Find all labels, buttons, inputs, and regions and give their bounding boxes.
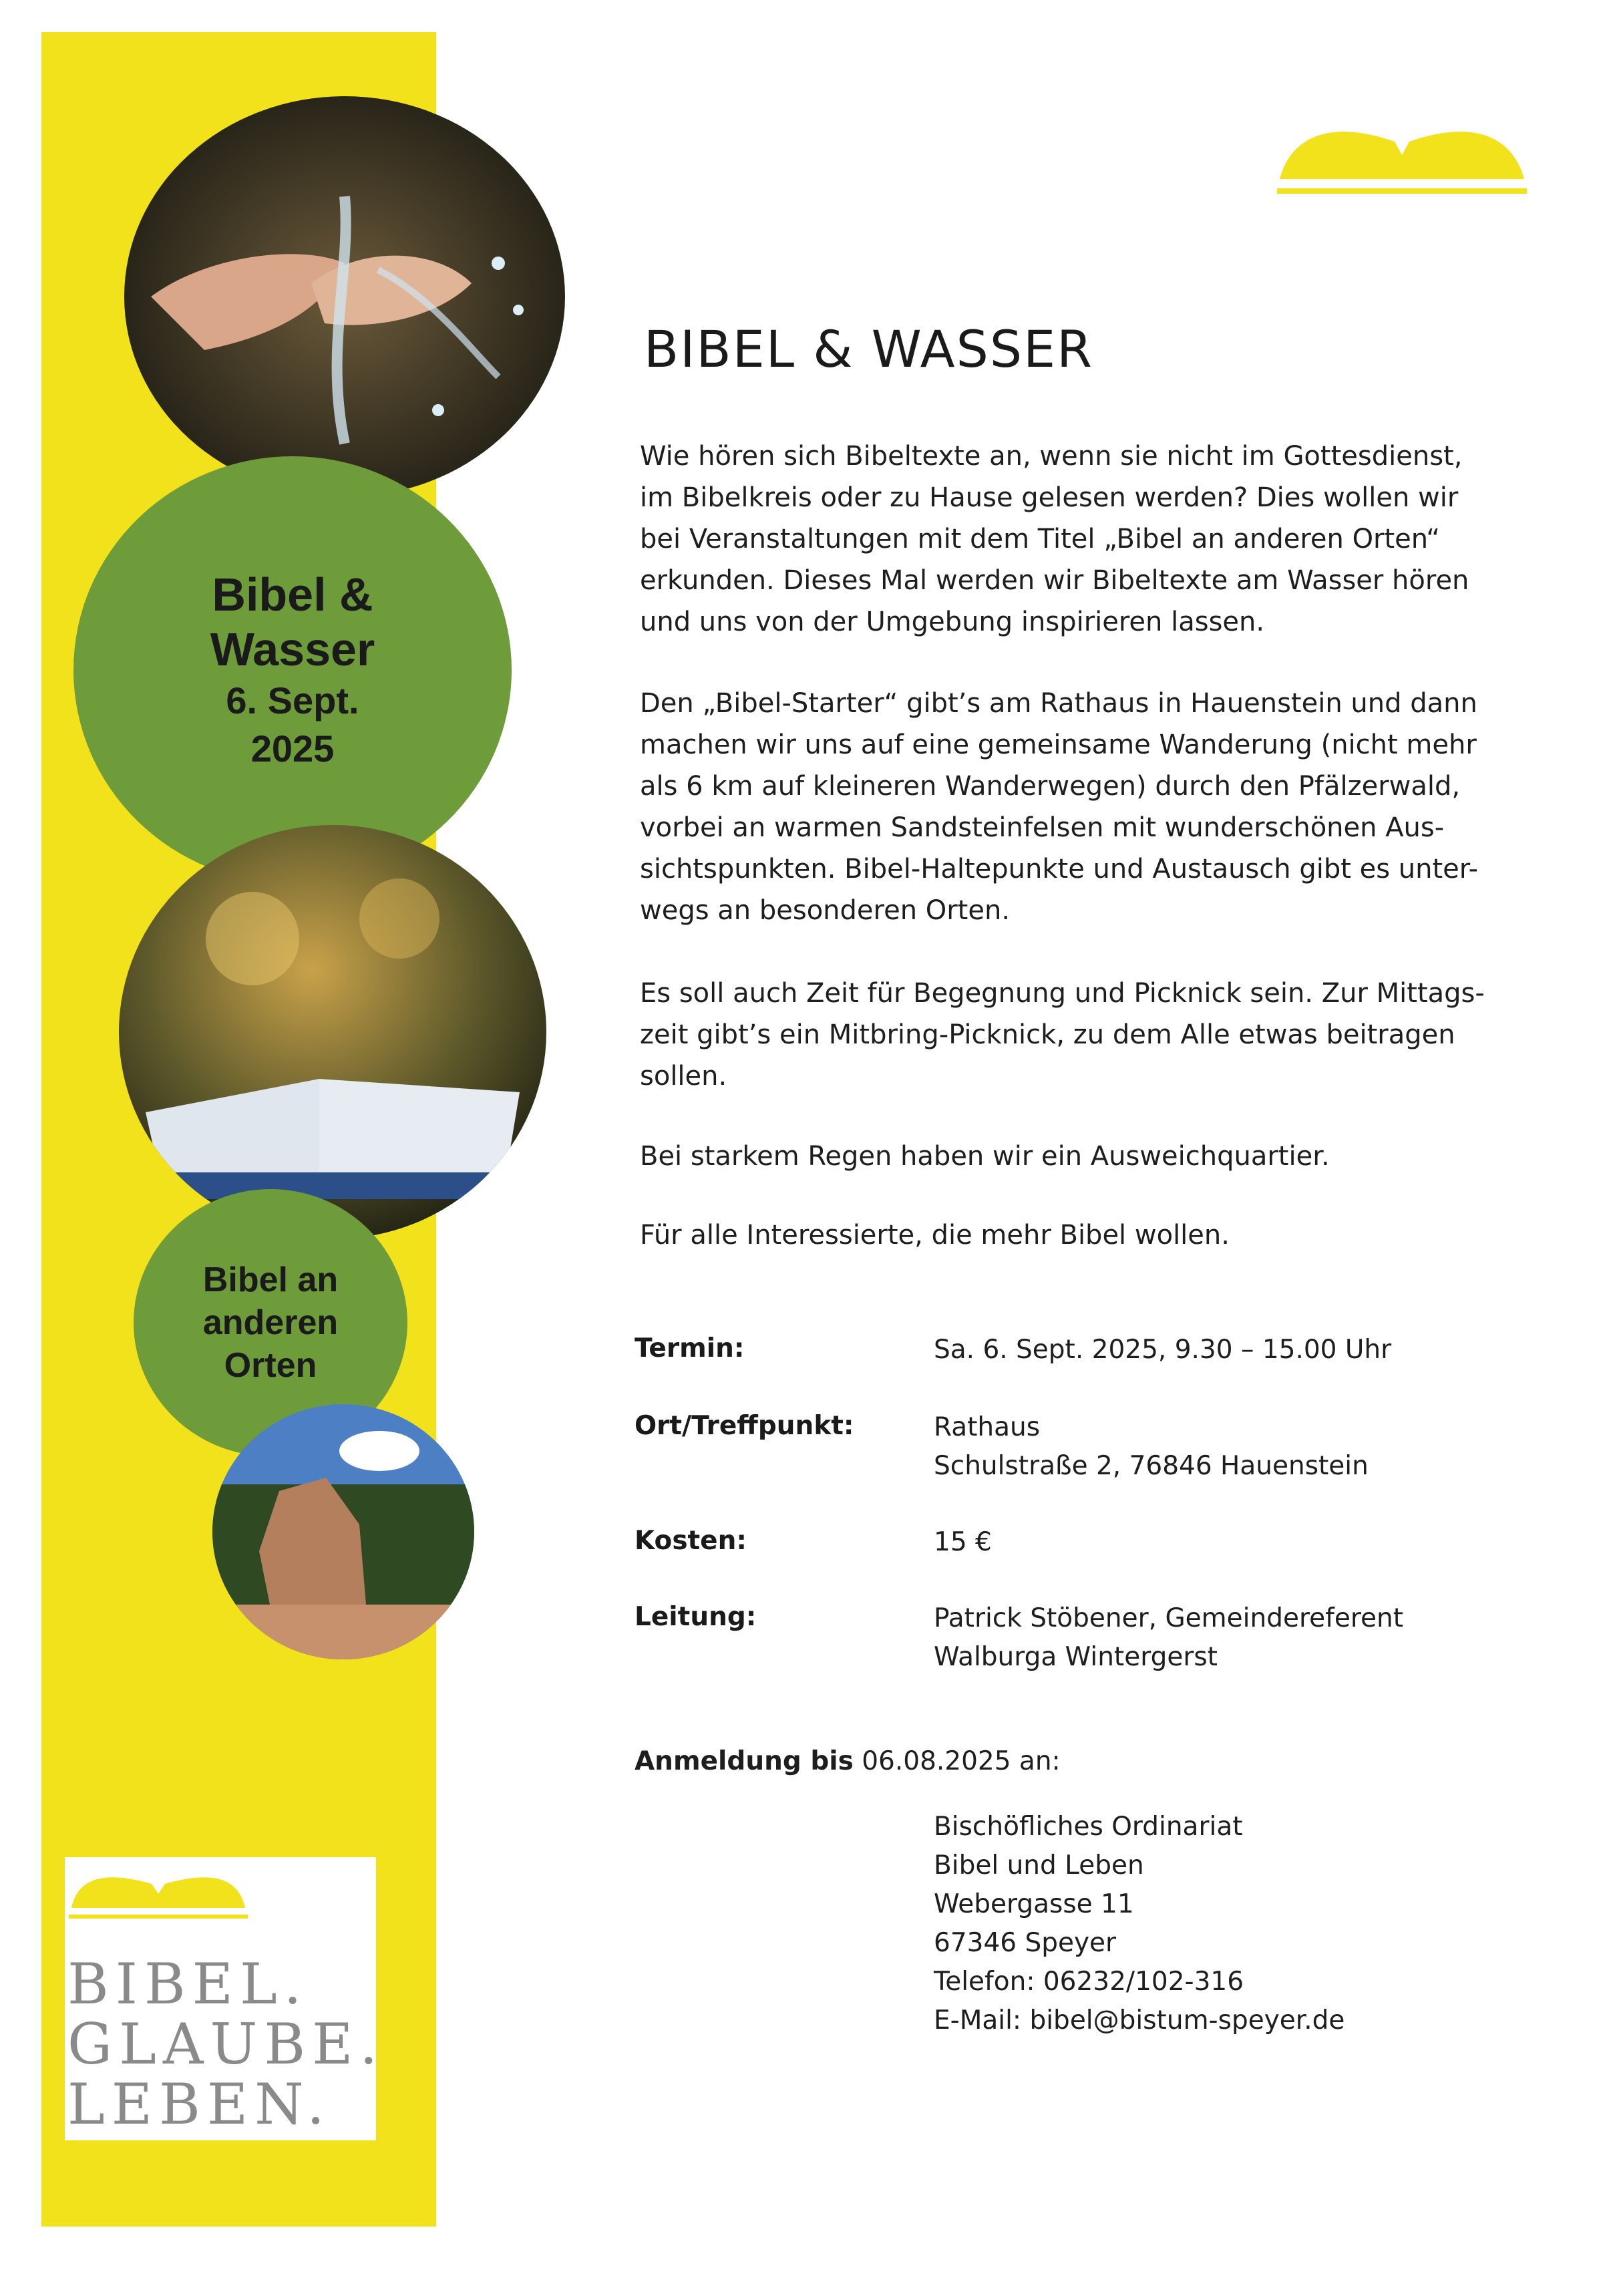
text-line: Den „Bibel-Starter“ gibt’s am Rathaus in Hauenstein und dann xyxy=(640,688,1477,719)
intro-paragraph xyxy=(640,436,1522,643)
text-line: bei Veranstaltungen mit dem Titel „Bibel an anderen Orten“ xyxy=(640,524,1440,554)
cost-line: 15 € xyxy=(934,1527,992,1557)
open-book-icon xyxy=(65,1857,252,1924)
picnic-paragraph xyxy=(640,973,1522,1097)
location-line: Rathaus xyxy=(934,1412,1041,1442)
bibel-glaube-leben-logo xyxy=(65,1857,385,2140)
registration-deadline: 06.08.2025 an: xyxy=(853,1746,1061,1776)
small-circle-line3: Orten xyxy=(224,1346,317,1385)
text-line: erkunden. Dieses Mal werden wir Bibeltexte am Wasser hören xyxy=(640,565,1469,596)
address-line: 67346 Speyer xyxy=(934,1928,1117,1958)
date-label: Termin: xyxy=(635,1333,745,1363)
text-line: im Bibelkreis oder zu Hause gelesen werden? Dies wollen wir xyxy=(640,482,1459,513)
email-line[interactable]: E-Mail: bibel@bistum-speyer.de xyxy=(934,2005,1345,2035)
lead-line: Patrick Stöbener, Gemeindereferent xyxy=(934,1603,1404,1633)
text-line: Für alle Interessierte, die mehr Bibel wollen. xyxy=(640,1220,1230,1251)
text-line: Bei starkem Regen haben wir ein Ausweichquartier. xyxy=(640,1141,1330,1172)
address-line: Webergasse 11 xyxy=(934,1889,1134,1919)
location-label: Ort/Treffpunkt: xyxy=(635,1411,854,1441)
cost-value xyxy=(934,1523,992,1562)
text-line: wegs an besonderen Orten. xyxy=(640,895,1011,926)
text-line: Wie hören sich Bibeltexte an, wenn sie nicht im Gottesdienst, xyxy=(640,441,1463,472)
text-line: machen wir uns auf eine gemeinsame Wanderung (nicht mehr xyxy=(640,729,1477,760)
text-line: sollen. xyxy=(640,1061,727,1092)
text-line: und uns von der Umgebung inspirieren lassen. xyxy=(640,607,1265,637)
circle-title-line2: Wasser xyxy=(210,623,375,675)
phone-line: Telefon: 06232/102-316 xyxy=(934,1967,1244,1997)
address-line: Bischöfliches Ordinariat xyxy=(934,1812,1243,1842)
location-line: Schulstraße 2, 76846 Hauenstein xyxy=(934,1451,1369,1481)
water-hands-photo xyxy=(124,96,565,497)
open-bible-photo xyxy=(119,825,546,1239)
text-line: Es soll auch Zeit für Begegnung und Picknick sein. Zur Mittags- xyxy=(640,978,1485,1009)
logo-word-bibel: BIBEL. xyxy=(67,1951,309,2017)
address-line: Bibel und Leben xyxy=(934,1850,1144,1880)
location-value xyxy=(934,1408,1369,1486)
registration-label: Anmeldung bis xyxy=(635,1746,854,1776)
logo-word-glaube: GLAUBE. xyxy=(67,2011,385,2077)
date-value xyxy=(934,1331,1391,1369)
lead-line: Walburga Wintergerst xyxy=(934,1642,1218,1672)
text-line: vorbei an warmen Sandsteinfelsen mit wunderschönen Aus- xyxy=(640,812,1445,843)
date-value-line: Sa. 6. Sept. 2025, 9.30 – 15.00 Uhr xyxy=(934,1335,1392,1365)
event-title-circle xyxy=(73,456,512,884)
lead-value xyxy=(934,1599,1403,1677)
registration-heading xyxy=(635,1746,1061,1776)
circle-year-line: 2025 xyxy=(250,727,335,770)
open-book-icon xyxy=(1274,107,1530,200)
circle-title-line1: Bibel & xyxy=(212,568,373,621)
text-line: sichtspunkten. Bibel-Haltepunkte und Austausch gibt es unter- xyxy=(640,854,1479,884)
registration-address xyxy=(934,1808,1345,2040)
text-line: zeit gibt’s ein Mitbring-Picknick, zu dem Alle etwas beitragen xyxy=(640,1019,1455,1050)
rain-paragraph xyxy=(640,1136,1522,1177)
text-line: als 6 km auf kleineren Wanderwegen) durch den Pfälzerwald, xyxy=(640,771,1461,802)
sandstone-rock-photo xyxy=(212,1404,474,1659)
audience-paragraph xyxy=(640,1214,1522,1256)
circle-date-line: 6. Sept. xyxy=(226,679,359,721)
hike-paragraph xyxy=(640,683,1522,931)
cost-label: Kosten: xyxy=(635,1526,747,1556)
small-circle-line1: Bibel an xyxy=(202,1261,339,1299)
lead-label: Leitung: xyxy=(635,1602,757,1632)
page-title: BIBEL & WASSER xyxy=(644,319,1093,379)
small-circle-line2: anderen xyxy=(202,1303,339,1342)
logo-word-leben: LEBEN. xyxy=(67,2072,331,2137)
